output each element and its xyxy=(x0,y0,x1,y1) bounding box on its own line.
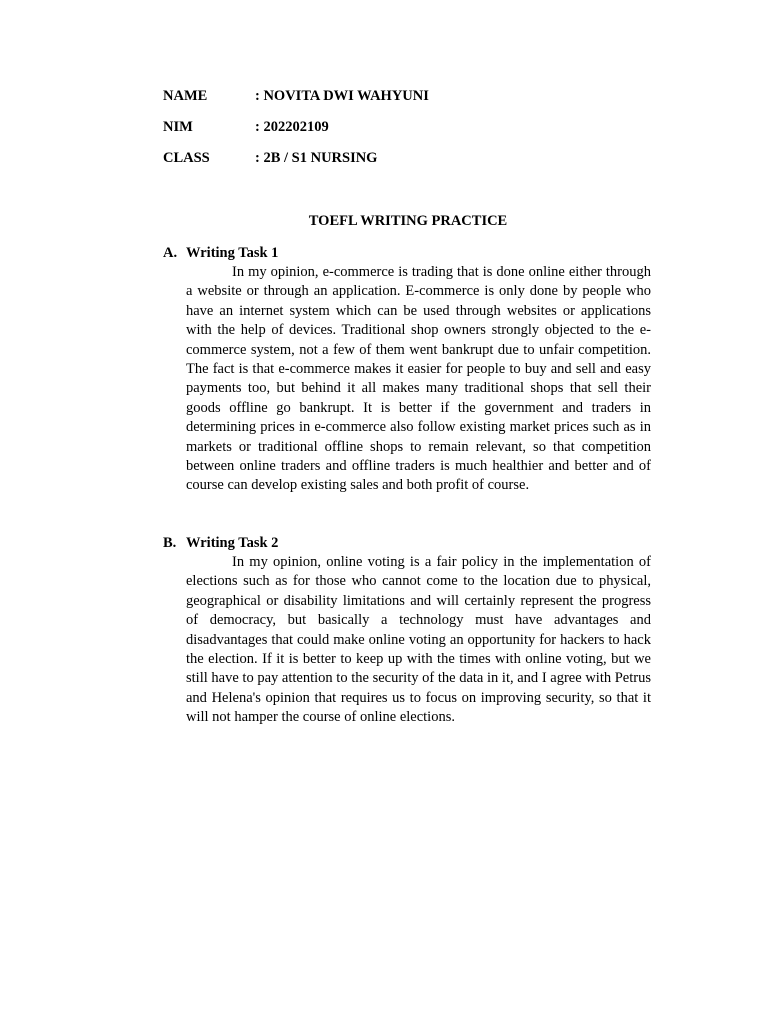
task-2-title: Writing Task 2 xyxy=(186,535,279,551)
name-value: : NOVITA DWI WAHYUNI xyxy=(255,88,429,104)
class-value: : 2B / S1 NURSING xyxy=(255,150,378,166)
task-2-body: In my opinion, online voting is a fair policy in the implementation of elections such as for those who cannot come to the location due to physical, geographical or disability limitations and will certainly represent the progress of democracy, but basically a technology must have advantages and disadvantages that could make online voting an opportunity for hackers to hack the election. If it is better to keep up with the times with online voting, but we still have to pay attention to the security of the data in it, and I agree with Petrus and Helena's opinion that requires us to focus on improving security, so that it will not hamper the course of online elections. xyxy=(186,554,651,726)
writing-task-2 xyxy=(163,534,651,728)
document-title: TOEFL WRITING PRACTICE xyxy=(308,213,508,229)
task-1-body: In my opinion, e-commerce is trading that is done online either through a website or through an application. E-commerce is only done by people who have an internet system which can be used through websites or applications with the help of devices. Traditional shop owners strongly objected to the e-commerce system, not a few of them went bankrupt due to unfair competition. The fact is that e-commerce makes it easier for people to buy and sell and easy payments too, but behind it all makes many traditional shops that sell their goods offline go bankrupt. It is better if the government and traders in determining prices in e-commerce also follow existing market prices such as in markets or traditional offline shops to remain relevant, so that competition between online traders and offline traders is much healthier and better and of course can develop existing sales and both profit of course. xyxy=(186,264,651,494)
writing-task-1 xyxy=(163,244,651,496)
nim-value: : 202202109 xyxy=(255,119,329,135)
task-1-letter: A. xyxy=(163,245,178,261)
task-2-heading xyxy=(163,534,651,553)
task-1-title: Writing Task 1 xyxy=(186,245,279,261)
name-label: NAME xyxy=(163,88,208,104)
task-1-heading xyxy=(163,244,651,263)
class-label: CLASS xyxy=(163,150,210,166)
nim-label: NIM xyxy=(163,119,193,135)
task-2-letter: B. xyxy=(163,535,177,551)
